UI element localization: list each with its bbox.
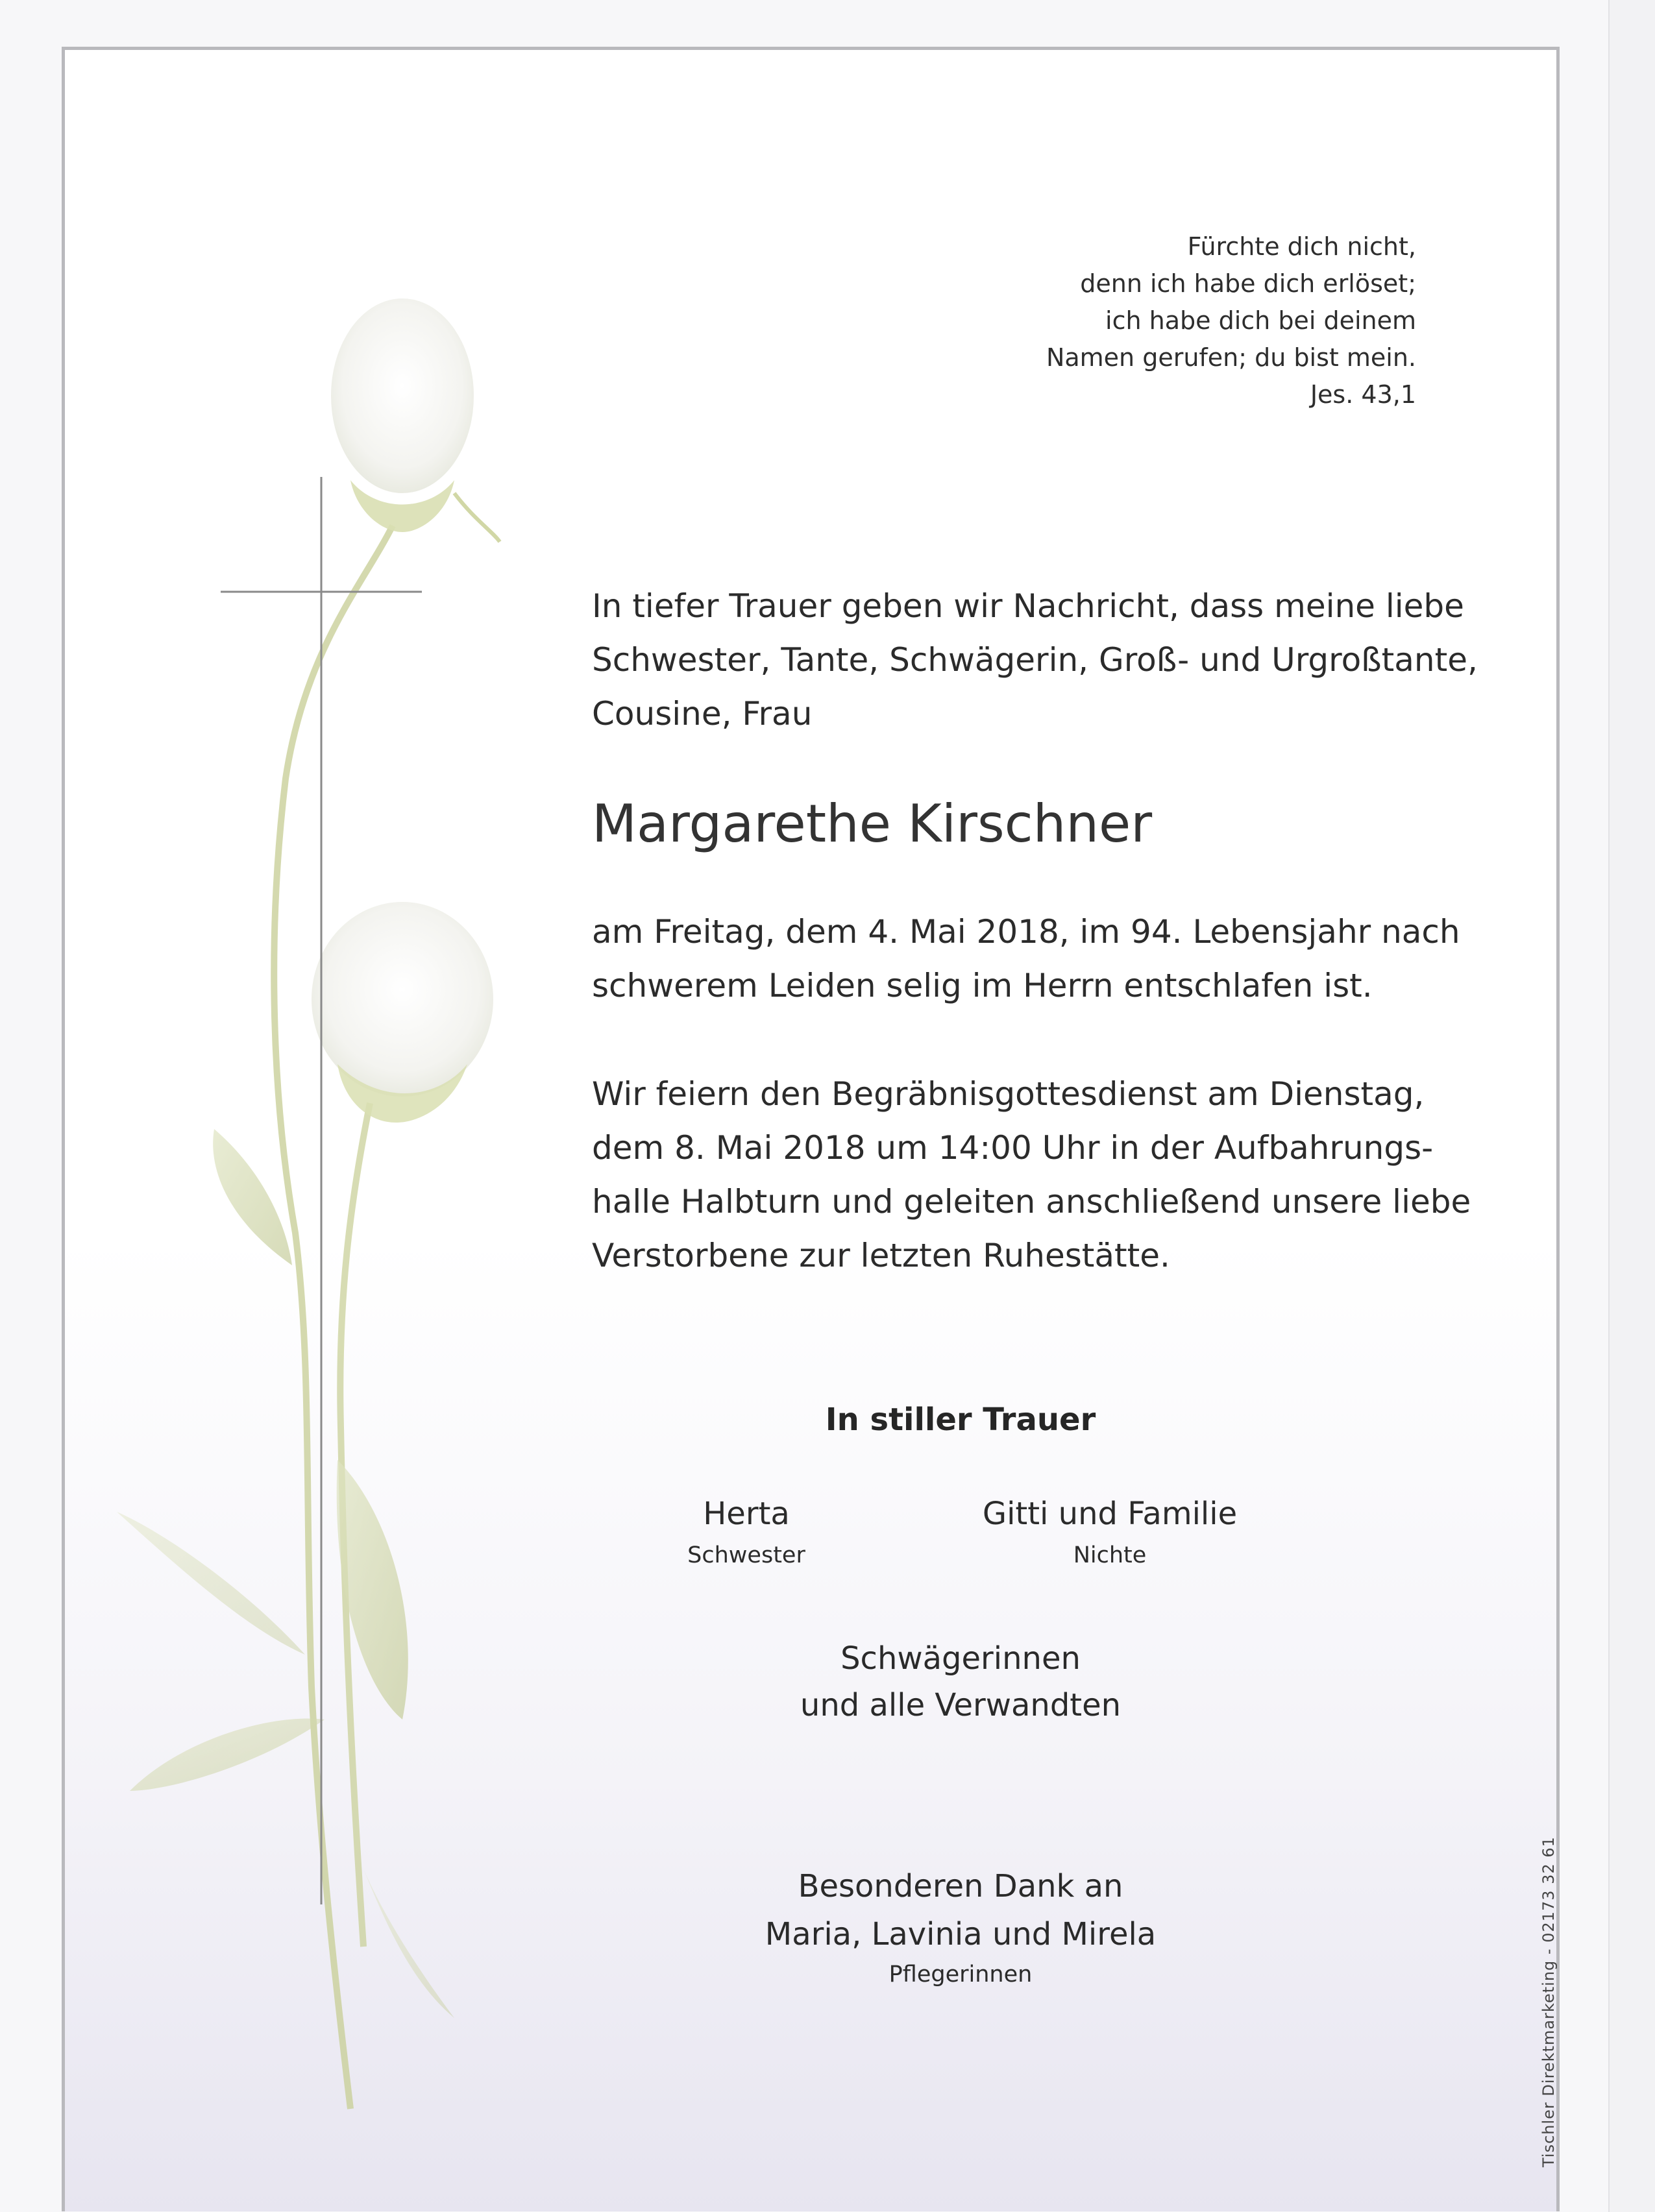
- special-thanks: [701, 1862, 1220, 1991]
- mourner-name: Herta: [703, 1496, 790, 1532]
- mourning-heading: In stiller Trauer: [825, 1402, 1096, 1438]
- mourner-relation: Schwester: [687, 1542, 805, 1568]
- announcement-line: Cousine, Frau: [592, 695, 813, 733]
- death-info-line: am Freitag, dem 4. Mai 2018, im 94. Lebensjahr nach: [592, 913, 1460, 951]
- funeral-info-line: halle Halbturn und geleiten anschließend unsere liebe: [592, 1183, 1471, 1221]
- mourner-name: Gitti und Familie: [982, 1496, 1238, 1532]
- verse-line: Namen gerufen; du bist mein.: [1046, 343, 1416, 372]
- mourner-gitti: [928, 1496, 1292, 1568]
- scan-margin: [1608, 0, 1655, 2212]
- verse-line: denn ich habe dich erlöset;: [1080, 269, 1416, 298]
- announcement-line: Schwester, Tante, Schwägerin, Groß- und Urgroßtante,: [592, 641, 1478, 679]
- verse-line: Fürchte dich nicht,: [1187, 232, 1416, 261]
- verse-reference: Jes. 43,1: [1310, 380, 1416, 409]
- other-mourners: [701, 1635, 1220, 1729]
- announcement-text: [592, 579, 1478, 741]
- funeral-info-line: Verstorbene zur letzten Ruhestätte.: [592, 1237, 1170, 1274]
- funeral-info: [592, 1067, 1471, 1283]
- mourner-relation: Nichte: [1073, 1542, 1147, 1568]
- thanks-role: Pflegerinnen: [889, 1962, 1033, 1987]
- funeral-info-line: Wir feiern den Begräbnisgottesdienst am Dienstag,: [592, 1075, 1425, 1113]
- thanks-line: Besonderen Dank an: [798, 1868, 1123, 1904]
- verse-line: ich habe dich bei deinem: [1105, 306, 1416, 335]
- deceased-name: Margarethe Kirschner: [592, 794, 1153, 854]
- funeral-info-line: dem 8. Mai 2018 um 14:00 Uhr in der Aufbahrungs-: [592, 1129, 1434, 1167]
- announcement-line: In tiefer Trauer geben wir Nachricht, dass meine liebe: [592, 587, 1464, 625]
- thanks-line: Maria, Lavinia und Mirela: [765, 1916, 1157, 1952]
- other-mourners-line: und alle Verwandten: [800, 1687, 1122, 1723]
- mourner-herta: [604, 1496, 889, 1568]
- bible-verse: [896, 228, 1416, 413]
- death-info-line: schwerem Leiden selig im Herrn entschlafen ist.: [592, 967, 1373, 1004]
- other-mourners-line: Schwägerinnen: [840, 1640, 1081, 1677]
- death-info: [592, 905, 1460, 1013]
- printer-credit: Tischler Direktmarketing - 02173 32 61: [1539, 1836, 1558, 2167]
